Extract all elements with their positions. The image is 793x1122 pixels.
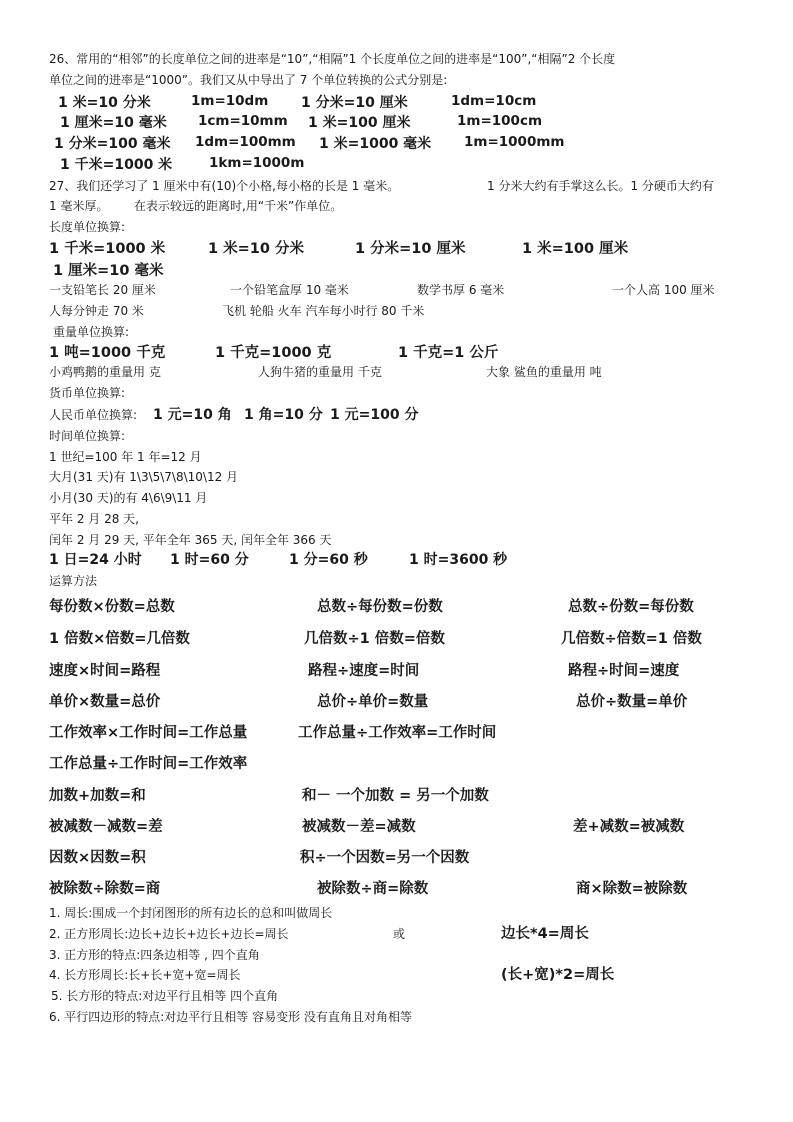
formula: 工作总量÷工作效率=工作时间 xyxy=(298,725,497,741)
p27-text: 1 分米大约有手掌这么长。1 分硬币大约有 xyxy=(487,179,714,193)
formula: 几倍数÷倍数=1 倍数 xyxy=(561,631,702,647)
money-conv: 1 角=10 分 xyxy=(244,407,323,423)
formula: 速度×时间=路程 xyxy=(49,663,161,679)
time-conv: 1 日=24 小时 xyxy=(49,552,142,568)
weight-conv: 1 千克=1000 克 xyxy=(215,345,332,361)
time-conv: 1 分=60 秒 xyxy=(289,552,368,568)
length-conv: 1 米=100 厘米 xyxy=(522,241,629,257)
formula: 加数+加数=和 xyxy=(49,788,146,804)
shape-line: 1. 周长:围成一个封闭图形的所有边长的总和叫做周长 xyxy=(49,906,333,920)
time-line: 1 世纪=100 年 1 年=12 月 xyxy=(49,450,202,464)
length-example: 飞机 轮船 火车 汽车每小时行 80 千米 xyxy=(222,304,425,318)
formula: 每份数×份数=总数 xyxy=(49,599,175,615)
money-conv: 1 元=100 分 xyxy=(330,407,419,423)
section-title-length: 长度单位换算: xyxy=(49,220,126,234)
p27-text: 在表示较远的距离时,用“千米”作单位。 xyxy=(134,199,343,213)
conv-text: 1 米=100 厘米 xyxy=(308,115,411,131)
conv-text: 1m=100cm xyxy=(457,113,543,129)
conv-text: 1 米=1000 毫米 xyxy=(319,136,432,152)
shape-line: 3. 正方形的特点:四条边相等 , 四个直角 xyxy=(49,948,260,962)
length-example: 数学书厚 6 毫米 xyxy=(417,283,505,297)
conv-text: 1cm=10mm xyxy=(198,113,288,129)
length-conv: 1 千米=1000 米 xyxy=(49,241,166,257)
time-conv: 1 时=60 分 xyxy=(170,552,249,568)
p27-text: 1 毫米厚。 xyxy=(49,199,109,213)
section-title-time: 时间单位换算: xyxy=(49,429,126,443)
length-example: 一个人高 100 厘米 xyxy=(612,283,715,297)
shape-line: 5. 长方形的特点:对边平行且相等 四个直角 xyxy=(51,989,279,1003)
conv-text: 1 千米=1000 米 xyxy=(60,157,173,173)
formula: 被除数÷除数=商 xyxy=(49,881,161,897)
conv-text: 1 分米=100 毫米 xyxy=(54,136,171,152)
shape-line: 2. 正方形周长:边长+边长+边长+边长=周长 xyxy=(49,927,289,941)
shape-line: 6. 平行四边形的特点:对边平行且相等 容易变形 没有直角且对角相等 xyxy=(49,1010,412,1024)
formula: 差+减数=被减数 xyxy=(573,819,685,835)
formula: 工作总量÷工作时间=工作效率 xyxy=(49,756,248,772)
conv-text: 1km=1000m xyxy=(209,155,305,171)
time-line: 小月(30 天)的有 4\6\9\11 月 xyxy=(49,491,208,505)
formula: 工作效率×工作时间=工作总量 xyxy=(49,725,248,741)
time-conv: 1 时=3600 秒 xyxy=(409,552,508,568)
conv-text: 1m=1000mm xyxy=(464,134,565,150)
formula: 几倍数÷1 倍数=倍数 xyxy=(304,631,445,647)
length-example: 一支铅笔长 20 厘米 xyxy=(49,283,156,297)
formula: 路程÷速度=时间 xyxy=(308,663,420,679)
weight-example: 小鸡鸭鹅的重量用 克 xyxy=(49,365,161,379)
formula: 单价×数量=总价 xyxy=(49,694,161,710)
shape-formula: (长+宽)*2=周长 xyxy=(501,967,615,983)
length-example: 一个铅笔盒厚 10 毫米 xyxy=(230,283,349,297)
shape-formula: 边长*4=周长 xyxy=(501,926,589,942)
formula: 商×除数=被除数 xyxy=(576,881,688,897)
conv-text: 1 分米=10 厘米 xyxy=(301,95,408,111)
section-title-money: 货币单位换算: xyxy=(49,386,126,400)
money-label: 人民币单位换算: xyxy=(49,408,138,422)
section-title-methods: 运算方法 xyxy=(49,574,98,588)
formula: 总数÷份数=每份数 xyxy=(568,599,694,615)
p27-text: 27、我们还学习了 1 厘米中有(10)个小格,每小格的长是 1 毫米。 xyxy=(49,179,400,193)
formula: 被减数－差=减数 xyxy=(302,819,416,835)
weight-conv: 1 吨=1000 千克 xyxy=(49,345,166,361)
formula: 总价÷单价=数量 xyxy=(317,694,429,710)
shape-line: 4. 长方形周长:长+长+宽+宽=周长 xyxy=(49,968,241,982)
weight-example: 大象 鲨鱼的重量用 吨 xyxy=(486,365,602,379)
conv-text: 1dm=10cm xyxy=(451,93,537,109)
length-conv: 1 分米=10 厘米 xyxy=(355,241,466,257)
length-example: 人每分钟走 70 米 xyxy=(49,304,144,318)
formula: 和－ 一个加数 = 另一个加数 xyxy=(302,788,489,804)
shape-or: 或 xyxy=(393,927,406,941)
conv-text: 1 厘米=10 毫米 xyxy=(60,115,167,131)
formula: 总价÷数量=单价 xyxy=(576,694,688,710)
formula: 路程÷时间=速度 xyxy=(568,663,680,679)
length-conv: 1 厘米=10 毫米 xyxy=(53,263,164,279)
weight-conv: 1 千克=1 公斤 xyxy=(398,345,499,361)
formula: 1 倍数×倍数=几倍数 xyxy=(49,631,190,647)
weight-example: 人狗牛猪的重量用 千克 xyxy=(258,365,382,379)
conv-text: 1m=10dm xyxy=(191,93,269,109)
money-conv: 1 元=10 角 xyxy=(153,407,232,423)
time-line: 平年 2 月 28 天, xyxy=(49,512,139,526)
formula: 被除数÷商=除数 xyxy=(317,881,429,897)
conv-text: 1 米=10 分米 xyxy=(58,95,151,111)
intro-line-1: 26、常用的“相邻”的长度单位之间的进率是“10”,“相隔”1 个长度单位之间的进率是“100”,“相隔”2 个长度 xyxy=(49,52,616,66)
time-line: 闰年 2 月 29 天, 平年全年 365 天, 闰年全年 366 天 xyxy=(49,533,332,547)
time-line: 大月(31 天)有 1\3\5\7\8\10\12 月 xyxy=(49,470,239,484)
length-conv: 1 米=10 分米 xyxy=(208,241,305,257)
section-title-weight: 重量单位换算: xyxy=(53,325,130,339)
conv-text: 1dm=100mm xyxy=(195,134,296,150)
formula: 被减数－减数=差 xyxy=(49,819,163,835)
formula: 总数÷每份数=份数 xyxy=(317,599,443,615)
formula: 积÷一个因数=另一个因数 xyxy=(300,850,470,866)
formula: 因数×因数=积 xyxy=(49,850,146,866)
intro-line-2: 单位之间的进率是“1000”。我们又从中导出了 7 个单位转换的公式分别是: xyxy=(49,73,448,87)
